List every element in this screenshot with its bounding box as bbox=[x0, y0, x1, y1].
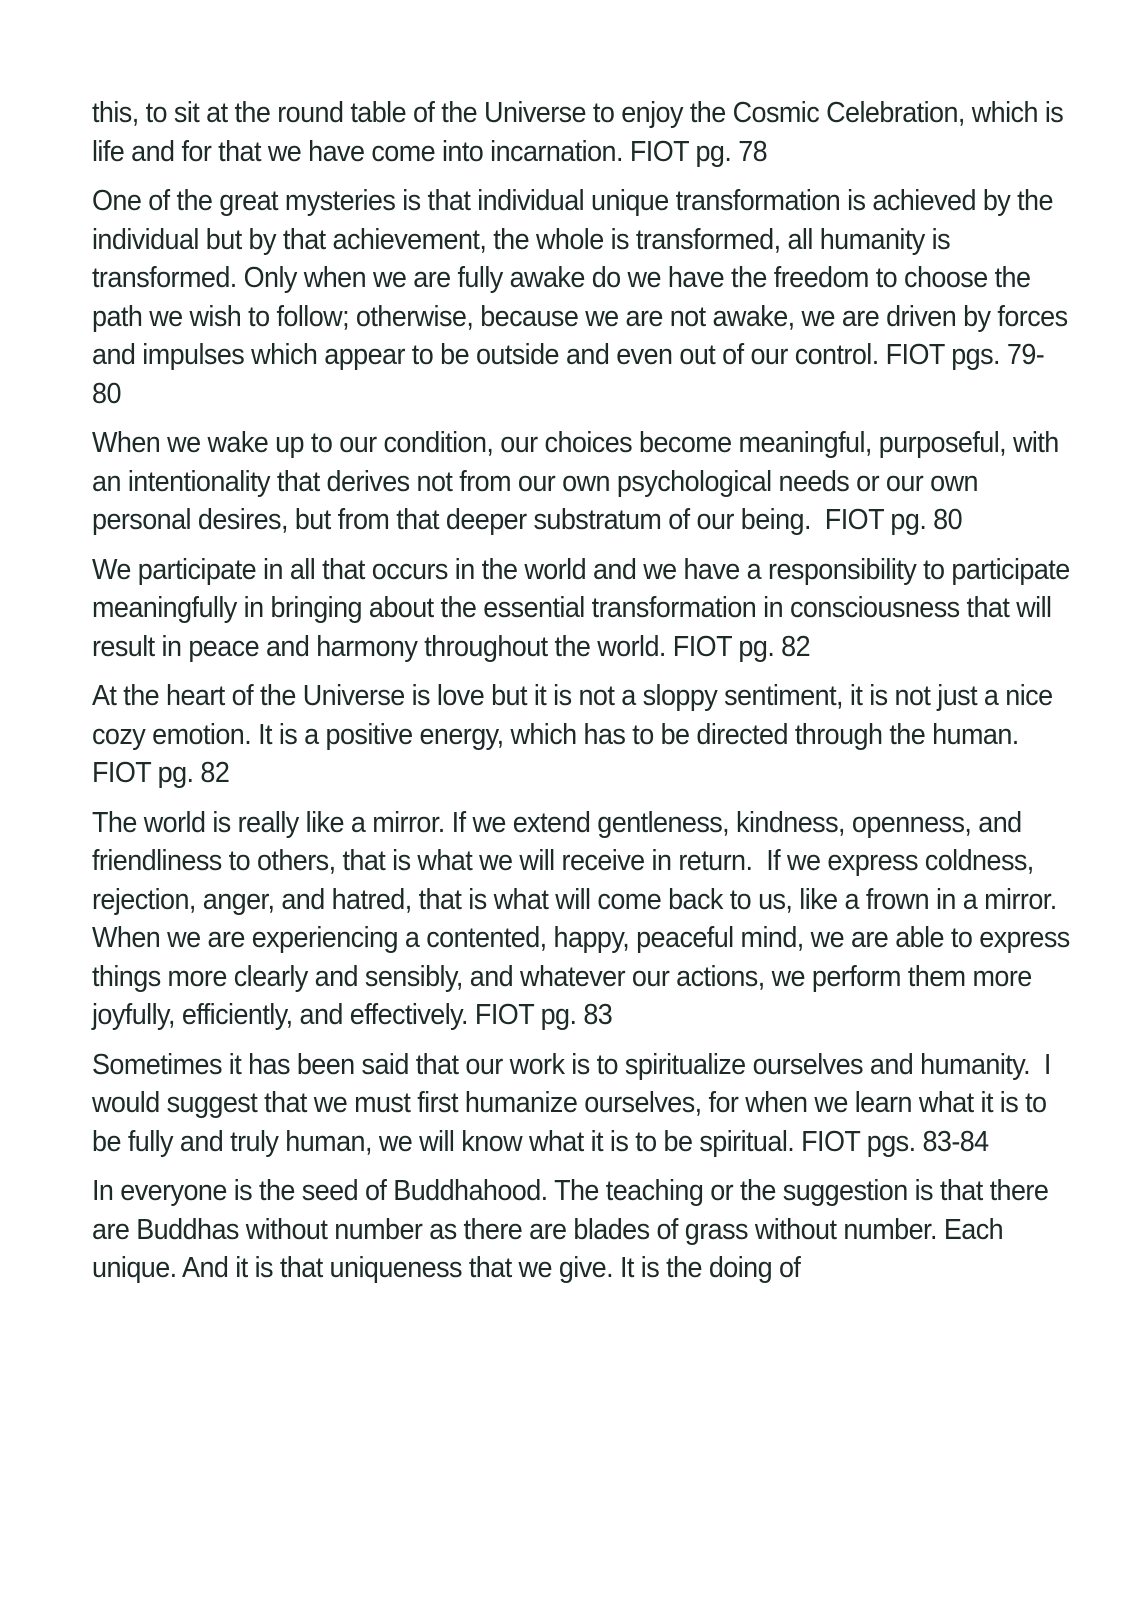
paragraph: In everyone is the seed of Buddhahood. The teaching or the suggestion is that there are Buddhas without number as there are blades of grass without number. Each unique. And it is that uniqueness that we give. It is the doing of bbox=[92, 1175, 1056, 1284]
paragraph: At the heart of the Universe is love but it is not a sloppy sentiment, it is not just a nice cozy emotion. It is a positive energy, which has to be directed through the human. FIOT pg. 82 bbox=[92, 680, 1060, 789]
document-page bbox=[92, 94, 1077, 1299]
paragraph: When we wake up to our condition, our choices become meaningful, purposeful, with an intentionality that derives not from our own psychological needs or our own personal desires, but from that deeper substratum of our being. FIOT pg. 80 bbox=[92, 427, 1066, 536]
paragraph: The world is really like a mirror. If we extend gentleness, kindness, openness, and friendliness to others, that is what we will receive in return. If we express coldness, rejection, anger, and hatred, that is what will come back to us, like a frown in a mirror. When we are experiencing a contented, happy, peaceful mind, we are able to express things more clearly and sensibly, and whatever our actions, we perform them more joyfully, efficiently, and effectively. FIOT pg. 83 bbox=[92, 806, 1077, 1031]
paragraph: this, to sit at the round table of the Universe to enjoy the Cosmic Celebration, which is life and for that we have come into incarnation. FIOT pg. 78 bbox=[92, 97, 1071, 168]
paragraph: Sometimes it has been said that our work is to spiritualize ourselves and humanity. I would suggest that we must first humanize ourselves, for when we learn what it is to be fully and truly human, we will know what it is to be spiritual. FIOT pgs. 83-84 bbox=[92, 1048, 1058, 1158]
paragraph: We participate in all that occurs in the world and we have a responsibility to participate meaningfully in bringing about the essential transformation in consciousness that will result in peace and harmony throughout the world. FIOT pg. 82 bbox=[92, 553, 1077, 663]
paragraph: One of the great mysteries is that individual unique transformation is achieved by the individual but by that achievement, the whole is transformed, all humanity is transformed. Only when we are fully awake do we have the freedom to choose the path we wish to follow; otherwise, because we are not awake, we are driven by forces and impulses which appear to be outside and even out of our control. FIOT pgs. 79-80 bbox=[92, 185, 1075, 410]
